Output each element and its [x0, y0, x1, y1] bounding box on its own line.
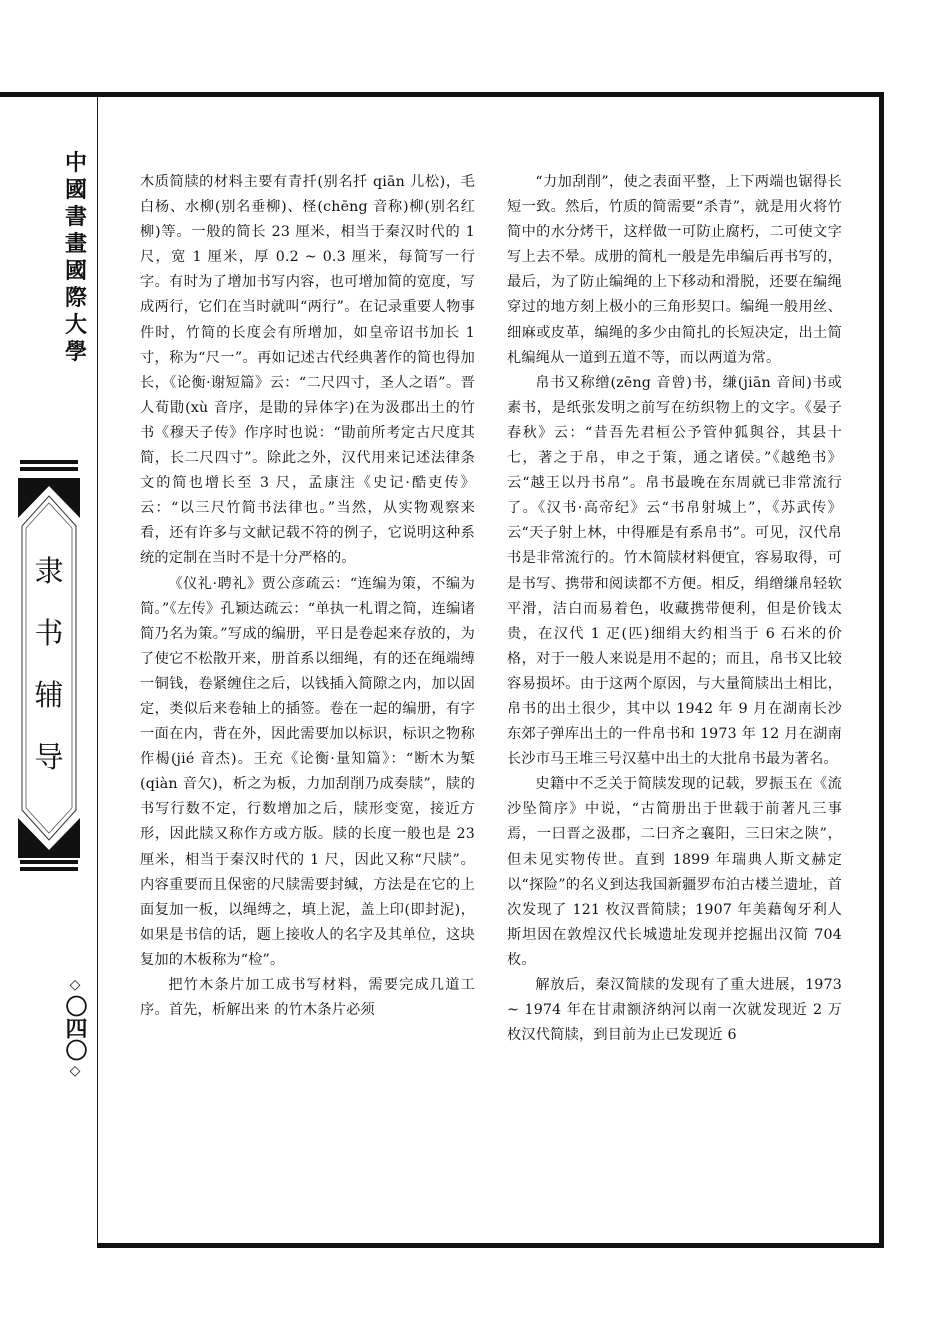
diamond-icon: ◇: [69, 1063, 81, 1079]
paragraph: 《仪礼·聘礼》贾公彦疏云：“连编为策，不编为简。”《左传》孔颖达疏云：“单执一札谓之简，连编诸简乃名为策。”写成的编册，平日是卷起来存放的，为了使它不松散开来，册首系以细绳，有的还在绳端缚一铜钱，卷紧缠住之后，以钱插入简隙之内，加以固定，类似后来卷轴上的插签。卷在一起的编册，有字一面在内，背在外，因此需要加以标识，标识之物称作楬(jié 音杰)。王充《论衡·量知篇》：“断木为椠(qiàn 音欠)，析之为板，力加刮削乃成奏牍”，牍的书写行数不定，行数增加之后，牍形变宽，接近方形，因此牍又称作方或方版。牍的长度一般也是 23 厘米，相当于秦汉时代的 1 尺，因此又称“尺牍”。内容重要而且保密的尺牍需要封缄，方法是在它的上面复加一板，以绳缚之，填上泥，盖上印(即封泥)，如果是书信的话，题上接收人的名字及其单位，这块复加的木板称为“检”。: [140, 575, 475, 968]
diamond-icon: ◇: [69, 977, 81, 993]
ornament-bar: [20, 460, 78, 464]
ornament-bar: [20, 860, 78, 864]
sidebar-divider: [97, 97, 98, 1243]
ornament-bar: [20, 467, 78, 471]
series-title: 中國書畫國際大學: [64, 150, 87, 365]
paragraph: 把竹木条片加工成书写材料，需要完成几道工序。首先，析解出来 的竹木条片必须: [140, 977, 475, 1019]
text-column-right: [507, 170, 842, 1048]
ornament-bar: [20, 867, 78, 871]
book-title-panel: [18, 478, 80, 858]
paragraph: 帛书又称缯(zēng 音曾)书，缣(jiān 音间)书或素书，是纸张发明之前写在纺织物上的文字。《晏子春秋》云：“昔吾先君桓公予管仲狐與谷，其县十七，著之于帛，申之于策，通之诸侯。”《越绝书》云“越王以丹书帛”。帛书最晚在东周就已非常流行了。《汉书·高帝纪》云“书帛射城上”，《苏武传》云“天子射上林，中得雁是有系帛书”。可见，汉代帛书是非常流行的。竹木简牍材料便宜，容易取得，可是书写、携带和阅读都不方便。相反，绢缯缣帛轻软平滑，洁白而易着色，收藏携带便利，但是价钱太贵，在汉代 1 疋(匹)细绢大约相当于 6 石米的价格，对于一般人来说是用不起的；而且，帛书又比较容易损坏。由于这两个原因，与大量简牍出土相比，帛书的出土很少，其中以 1942 年 9 月在湖南长沙东郊子弹库出土的一件帛书和 1973 年 12 月在湖南长沙市马王堆三号汉墓中出土的大批帛书最为著名。: [507, 374, 842, 768]
book-title: 隶书辅导: [34, 554, 64, 774]
frame-bottom-border: [97, 1243, 884, 1248]
frame-top-border: [0, 92, 884, 97]
paragraph: 解放后，秦汉简牍的发现有了重大进展，1973 ~ 1974 年在甘肃额济纳河以南一次就发现近 2 万枚汉代简牍，到目前为止已发现近 6: [507, 977, 842, 1044]
text-column-left: [140, 170, 475, 1023]
paragraph: 史籍中不乏关于简牍发现的记载，罗振玉在《流沙坠简序》中说，“古简册出于世载于前著凡三事焉，一曰晋之汲郡，二曰齐之襄阳，三曰宋之陕”，但未见实物传世。直到 1899 年瑞典人斯文赫定以“探险”的名义到达我国新疆罗布泊古楼兰遗址，首次发现了 121 枚汉晋简牍；1907 年美藉匈牙利人斯坦因在敦煌汉代长城遗址发现并挖掘出汉简 704 枚。: [507, 776, 842, 968]
paragraph: “力加刮削”，使之表面平整，上下两端也锯得长短一致。然后，竹质的简需要“杀青”，就是用火将竹简中的水分烤干，这样做一可防止腐朽，二可使文字写上去不晕。成册的简札一般是先串编后再书写的，最后，为了防止编绳的上下移动和滑脱，还要在编绳穿过的地方刻上极小的三角形契口。编绳一般用丝、细麻或皮革，编绳的多少由简扎的长短决定，出土简札编绳从一道到五道不等，而以两道为常。: [507, 174, 842, 366]
page-number-block: [60, 975, 90, 1081]
page-number: 〇四〇: [62, 995, 88, 1061]
frame-right-border: [879, 92, 884, 1248]
paragraph: 木质简牍的材料主要有青扦(别名扦 qiān 儿松)，毛白杨、水柳(别名垂柳)、柽(chēng 音称)柳(别名红柳)等。一般的简长 23 厘米，相当于秦汉时代的 1 尺，宽 1 厘米，厚 0.2 ~ 0.3 厘米，每简写一行字。有时为了增加书写内容，也可增加简的宽度，写成两行，它们在当时就叫“两行”。在记录重要人物事件时，竹简的长度会有所增加，如皇帝诏书加长 1 寸，称为“尺一”。再如记述古代经典著作的简也得加长，《论衡·谢短篇》云：“二尺四寸，圣人之语”。晋人荀勖(xù 音序，是勖的异体字)在为汲郡出土的竹书《穆天子传》作序时也说：“勖前所考定古尺度其简，长二尺四寸”。除此之外，汉代用来记述法律条文的简也增长至 3 尺，孟康注《史记·酷吏传》云：“以三尺竹简书法律也。”当然，从实物观察来看，还有许多与文献记载不符的例子，它说明这种系统的定制在当时不是十分严格的。: [140, 174, 475, 567]
